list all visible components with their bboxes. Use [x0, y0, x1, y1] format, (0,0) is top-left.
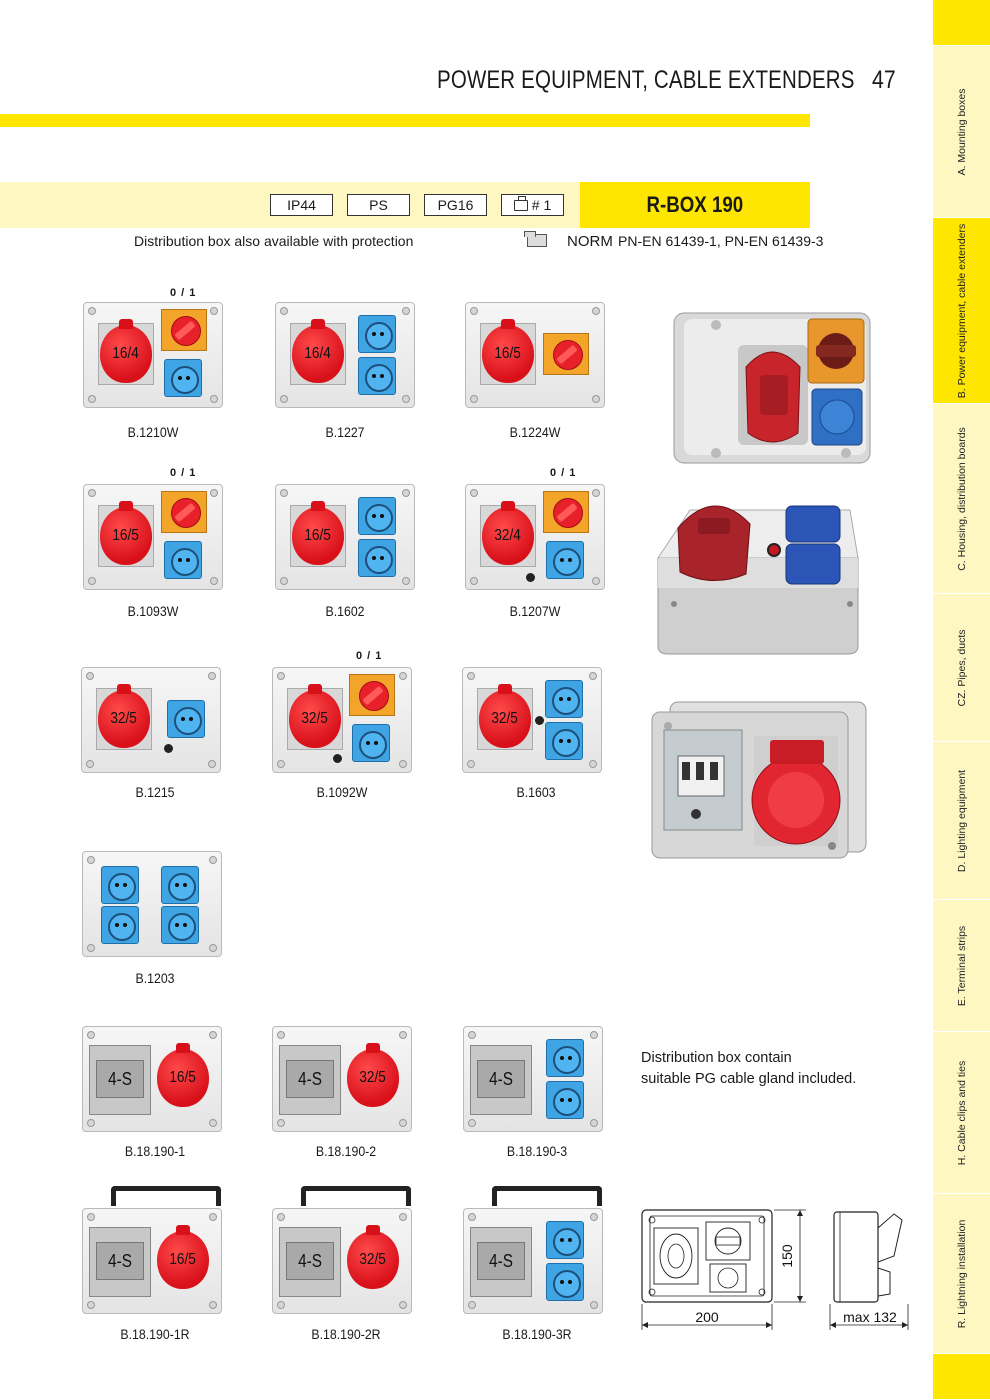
- socket-rating: 16/5: [169, 1069, 197, 1086]
- rcd-module: [89, 1045, 151, 1115]
- indicator-lamp: [526, 573, 535, 582]
- rcd-label: 4-S: [108, 1250, 132, 1271]
- photo-box-sockets: [650, 488, 868, 660]
- spec-pack-quantity: [501, 194, 564, 216]
- socket-rating: 32/5: [301, 710, 329, 727]
- norm-label: NORM: [567, 233, 613, 250]
- carry-handle: [492, 1186, 602, 1206]
- blue-socket: [101, 906, 139, 944]
- rcd-label: 4-S: [489, 1068, 513, 1089]
- product-code: B.18.190-1R: [120, 1326, 190, 1342]
- red-socket: [347, 1049, 399, 1107]
- socket-rating: 16/5: [304, 527, 332, 544]
- red-socket: [347, 1231, 399, 1289]
- product-b1224w[interactable]: [465, 302, 605, 408]
- product-code: B.1207W: [509, 603, 561, 619]
- blue-socket: [358, 539, 396, 577]
- side-view: [834, 1212, 878, 1302]
- rcd-label: 4-S: [108, 1068, 132, 1089]
- blue-socket: [358, 497, 396, 535]
- blue-socket: [546, 1081, 584, 1119]
- product-b18190-3[interactable]: [463, 1026, 603, 1132]
- blue-socket: [546, 1039, 584, 1077]
- norm-value: PN-EN 61439-1, PN-EN 61439-3: [618, 233, 824, 249]
- side-tab-label: CZ. Pipes, ducts: [955, 628, 968, 707]
- socket-rating: 16/4: [304, 345, 332, 362]
- protection-note: Distribution box also available with protection: [134, 233, 414, 249]
- side-tab-label: B. Power equipment, cable extenders: [955, 223, 968, 398]
- spec-material: PS: [347, 194, 410, 216]
- red-socket: [98, 690, 150, 748]
- blue-socket: [101, 866, 139, 904]
- blue-socket: [164, 541, 202, 579]
- product-b1203[interactable]: [82, 851, 222, 957]
- product-code: B.1093W: [127, 603, 179, 619]
- rcd-label: 4-S: [298, 1250, 322, 1271]
- rotary-switch: [543, 333, 589, 375]
- switch-label: 0 / 1: [356, 650, 383, 662]
- product-b18190-3r[interactable]: [463, 1208, 603, 1314]
- socket-rating: 32/4: [494, 527, 522, 544]
- socket-rating: 16/5: [112, 527, 140, 544]
- product-b1215[interactable]: [81, 667, 221, 773]
- rcd-module: [470, 1045, 532, 1115]
- red-socket: [100, 507, 152, 565]
- product-b1603[interactable]: [462, 667, 602, 773]
- side-tab-c[interactable]: [933, 404, 990, 594]
- indicator-lamp: [164, 744, 173, 753]
- indicator-lamp: [535, 716, 544, 725]
- blue-socket: [164, 359, 202, 397]
- red-socket: [479, 690, 531, 748]
- product-b1207w[interactable]: [465, 484, 605, 590]
- product-code: B.1203: [135, 970, 175, 986]
- product-b18190-1r[interactable]: [82, 1208, 222, 1314]
- model-title: R-BOX 190: [646, 192, 744, 217]
- blue-socket: [358, 357, 396, 395]
- product-code: B.1215: [135, 784, 175, 800]
- red-socket: [157, 1049, 209, 1107]
- switch-label: 0 / 1: [170, 287, 197, 299]
- side-tab-label: D. Lighting equipment: [955, 769, 968, 872]
- side-tab-d[interactable]: [933, 742, 990, 900]
- side-tab-bottom: [933, 1354, 990, 1400]
- side-tab-label: R. Lightning installation: [955, 1219, 968, 1328]
- cable-gland-note: [641, 1048, 856, 1090]
- product-b18190-2r[interactable]: [272, 1208, 412, 1314]
- blue-socket: [545, 680, 583, 718]
- socket-rating: 16/5: [169, 1251, 197, 1268]
- product-code: B.1210W: [127, 424, 179, 440]
- side-tab-label: H. Cable clips and ties: [955, 1060, 968, 1165]
- spec-gland: PG16: [424, 194, 487, 216]
- product-b1092w[interactable]: [272, 667, 412, 773]
- rcd-module: [470, 1227, 532, 1297]
- page-title: POWER EQUIPMENT, CABLE EXTENDERS: [437, 66, 855, 94]
- product-code: B.18.190-2R: [311, 1326, 381, 1342]
- header-bar: [0, 114, 810, 127]
- product-code: B.18.190-1: [124, 1143, 186, 1159]
- blue-socket: [161, 906, 199, 944]
- product-b18190-2[interactable]: [272, 1026, 412, 1132]
- package-icon: [514, 200, 528, 211]
- product-code: B.1602: [325, 603, 365, 619]
- socket-rating: 32/5: [491, 710, 519, 727]
- product-b1602[interactable]: [275, 484, 415, 590]
- product-b18190-1[interactable]: [82, 1026, 222, 1132]
- socket-rating: 16/4: [112, 345, 140, 362]
- red-socket: [292, 507, 344, 565]
- rcd-module: [279, 1227, 341, 1297]
- red-socket: [482, 325, 534, 383]
- side-tab-cz[interactable]: [933, 594, 990, 742]
- front-view: [642, 1210, 772, 1302]
- model-box: [580, 182, 810, 228]
- side-tab-top: [933, 0, 990, 46]
- rotary-switch: [543, 491, 589, 533]
- socket-rating: 32/5: [110, 710, 138, 727]
- depth-dimension: max 132: [843, 1309, 897, 1325]
- rcd-module: [279, 1045, 341, 1115]
- product-code: B.18.190-2: [315, 1143, 377, 1159]
- cable-note-line: suitable PG cable gland included.: [641, 1071, 857, 1087]
- blue-socket: [352, 724, 390, 762]
- blue-socket: [546, 1263, 584, 1301]
- carry-handle: [301, 1186, 411, 1206]
- rcd-module: [89, 1227, 151, 1297]
- socket-rating: 32/5: [359, 1251, 387, 1268]
- product-b1227[interactable]: [275, 302, 415, 408]
- switch-label: 0 / 1: [170, 467, 197, 479]
- product-b1093w[interactable]: [83, 484, 223, 590]
- product-code: B.1603: [516, 784, 556, 800]
- blue-socket: [546, 541, 584, 579]
- red-socket: [482, 507, 534, 565]
- indicator-lamp: [333, 754, 342, 763]
- product-code: B.1224W: [509, 424, 561, 440]
- socket-rating: 16/5: [494, 345, 522, 362]
- spec-ip-rating: IP44: [270, 194, 333, 216]
- product-code: B.18.190-3R: [502, 1326, 572, 1342]
- blue-socket: [545, 722, 583, 760]
- rotary-switch: [349, 674, 395, 716]
- side-tab-label: E. Terminal strips: [955, 925, 968, 1006]
- side-tab-label: A. Mounting boxes: [955, 88, 968, 175]
- blue-socket: [167, 700, 205, 738]
- side-tab-e[interactable]: [933, 900, 990, 1032]
- cable-note-line: Distribution box contain: [641, 1050, 792, 1066]
- pack-value: # 1: [531, 197, 552, 213]
- rotary-switch: [161, 309, 207, 351]
- red-socket: [100, 325, 152, 383]
- photo-box-switch: [668, 305, 880, 473]
- dimension-drawing: [632, 1198, 922, 1348]
- norm-icon: [527, 234, 547, 247]
- side-tab-label: C. Housing, distribution boards: [955, 426, 968, 571]
- rcd-label: 4-S: [489, 1250, 513, 1271]
- blue-socket: [161, 866, 199, 904]
- height-dimension: 150: [779, 1244, 795, 1268]
- side-tab-b[interactable]: [933, 218, 990, 404]
- side-tab-a[interactable]: [933, 46, 990, 218]
- switch-label: 0 / 1: [550, 467, 577, 479]
- rotary-switch: [161, 491, 207, 533]
- blue-socket: [358, 315, 396, 353]
- blue-socket: [546, 1221, 584, 1259]
- width-dimension: 200: [695, 1309, 719, 1325]
- side-tab-h[interactable]: [933, 1032, 990, 1194]
- carry-handle: [111, 1186, 221, 1206]
- red-socket: [292, 325, 344, 383]
- red-socket: [157, 1231, 209, 1289]
- photo-box-rcd: [650, 700, 870, 860]
- product-code: B.1227: [325, 424, 365, 440]
- red-socket: [289, 690, 341, 748]
- page-number: 47: [872, 66, 896, 94]
- socket-rating: 32/5: [359, 1069, 387, 1086]
- rcd-label: 4-S: [298, 1068, 322, 1089]
- product-code: B.18.190-3: [506, 1143, 568, 1159]
- product-code: B.1092W: [316, 784, 368, 800]
- side-tab-r[interactable]: [933, 1194, 990, 1354]
- product-b1210w[interactable]: [83, 302, 223, 408]
